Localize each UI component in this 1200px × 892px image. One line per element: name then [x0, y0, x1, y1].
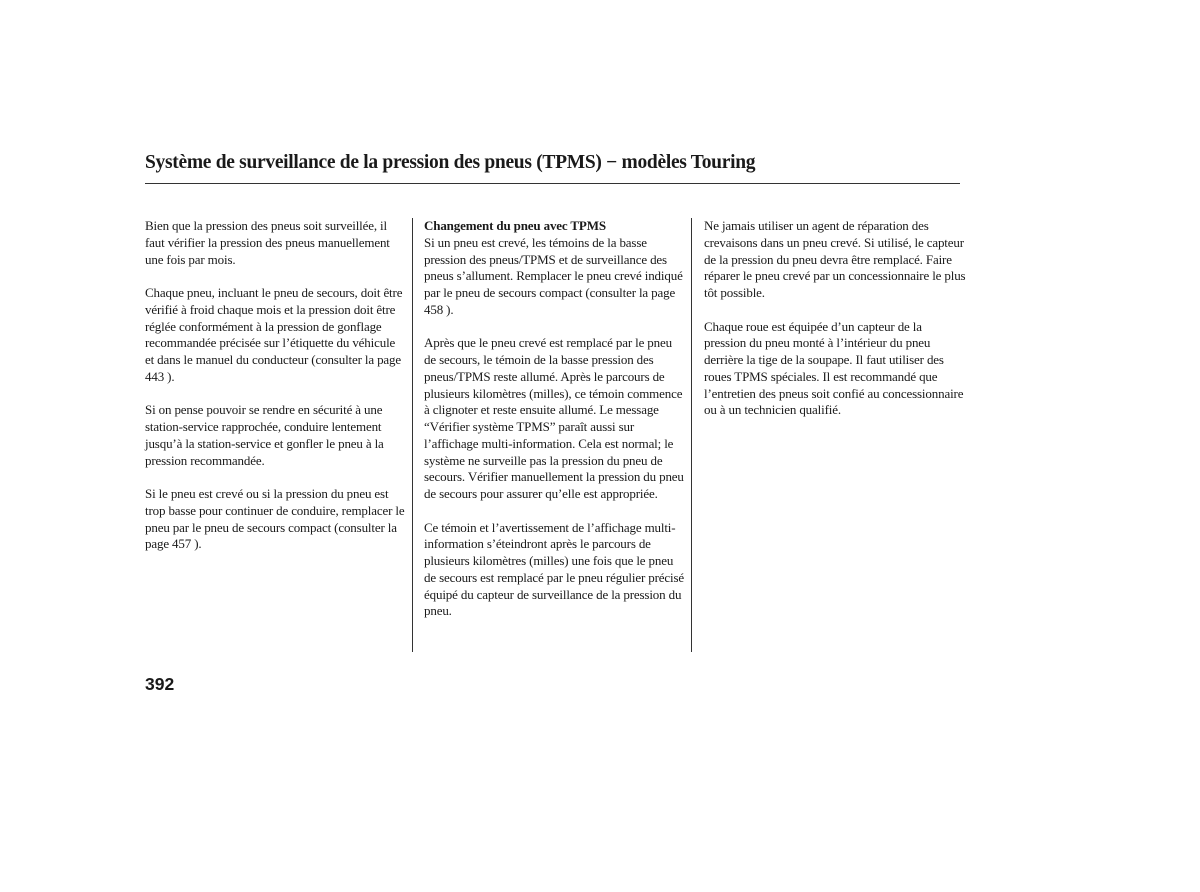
column-left	[145, 218, 407, 553]
page-number: 392	[145, 674, 175, 694]
paragraph: Ne jamais utiliser un agent de réparation des crevaisons dans un pneu crevé. Si utilisé, le capteur de la pression du pneu devra être remplacé. Faire réparer le pneu crevé par un concessionnaire le plus tôt possible.	[704, 218, 966, 300]
page-title: Système de surveillance de la pression des pneus (TPMS) − modèles Touring	[145, 152, 756, 173]
paragraph: Chaque pneu, incluant le pneu de secours, doit être vérifié à froid chaque mois et la pression doit être réglée conformément à la pression de gonflage recommandée précisée sur l’étiquette du véhicule et dans le manuel du conducteur (consulter la page 443 ).	[145, 285, 403, 384]
column-right	[704, 218, 966, 419]
paragraph: Si un pneu est crevé, les témoins de la basse pression des pneus/TPMS et de surveillance des pneus s’allument. Remplacer le pneu crevé indiqué par le pneu de secours compact (consulter la page 458 ).	[424, 234, 683, 317]
title-divider	[145, 183, 960, 184]
column-divider	[691, 218, 692, 652]
section-block	[424, 218, 686, 319]
paragraph: Si on pense pouvoir se rendre en sécurité à une station-service rapprochée, conduire lentement jusqu’à la station-service et gonfler le pneu à la pression recommandée.	[145, 402, 384, 468]
paragraph: Ce témoin et l’avertissement de l’affichage multi-information s’éteindront après le parcours de plusieurs kilomètres (milles) une fois que le pneu de secours est remplacé par le pneu régulier précisé équipé du capteur de surveillance de la pression du pneu.	[424, 519, 685, 619]
paragraph: Bien que la pression des pneus soit surveillée, il faut vérifier la pression des pneus manuellement une fois par mois.	[145, 218, 390, 267]
paragraph: Après que le pneu crevé est remplacé par le pneu de secours, le témoin de la basse pression des pneus/TPMS reste allumé. Après le parcours de plusieurs kilomètres (milles), ce témoin commence à clignoter et reste ensuite allumé. Le message “Vérifier système TPMS” paraît aussi sur l’affichage multi-information. Cela est normal; le système ne surveille pas la pression du pneu de secours. Vérifier manuellement la pression du pneu de secours pour assurer qu’elle est appropriée.	[424, 335, 684, 501]
column-divider	[412, 218, 413, 652]
column-middle	[424, 218, 686, 620]
paragraph: Chaque roue est équipée d’un capteur de la pression du pneu monté à l’intérieur du pneu derrière la tige de la soupape. Il faut utiliser des roues TPMS spéciales. Il est recommandé que l’entretien des pneus soit confié au concessionnaire ou à un technicien qualifié.	[704, 318, 964, 418]
section-heading: Changement du pneu avec TPMS	[424, 218, 606, 233]
paragraph: Si le pneu est crevé ou si la pression du pneu est trop basse pour continuer de conduire, remplacer le pneu par le pneu de secours compact (consulter la page 457 ).	[145, 486, 405, 552]
